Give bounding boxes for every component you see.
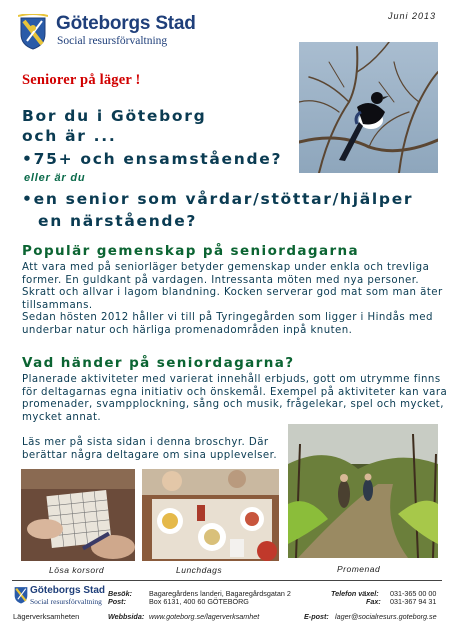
paragraph-line: berättar några deltagare om sina upplevelser.: [22, 449, 278, 461]
walking-photo: [288, 424, 438, 558]
goteborg-coat-of-arms-logo: [18, 14, 48, 50]
paragraph-line: Skratt och allvar i lagom blandning. Kocken serverar god mat som man äter: [22, 287, 443, 299]
email-label: E-post:: [304, 612, 329, 621]
phone-number: 031-365 00 00: [390, 589, 437, 598]
footer-coat-of-arms-logo: [13, 585, 29, 604]
paragraph-activities: [22, 374, 448, 424]
question-bullet-2: [22, 190, 413, 208]
footer-org-subtitle: Social resursförvaltning: [30, 597, 102, 606]
paragraph-line: former. En guldkant på vardagen. Intressanta möten med nya personer.: [22, 274, 420, 286]
question-line-1: Bor du i Göteborg: [22, 107, 207, 125]
magpie-photo: [299, 42, 438, 173]
paragraph-line: tillsammans.: [22, 299, 93, 311]
paragraph-line: Planerade aktiviteter med varierat innehåll erbjuds, gott om utrymme finns: [22, 374, 441, 385]
tagline-heading: Seniorer på läger !: [22, 72, 141, 88]
bullet-icon: •: [22, 190, 34, 208]
crossword-photo: [21, 469, 135, 561]
org-subtitle: Social resursförvaltning: [57, 35, 168, 47]
paragraph-line: promenader, svampplockning, sång och musik, frågelekar, spel och mycket,: [22, 399, 444, 411]
question-bullet-2-text: en senior som vårdar/stöttar/hjälper: [33, 190, 414, 208]
paragraph-line: underbar natur och härliga promenadområden inpå knuten.: [22, 324, 353, 336]
website-link[interactable]: www.goteborg.se/lagerverksamhet: [149, 612, 260, 621]
section-heading-activities: Vad händer på seniordagarna?: [22, 355, 295, 371]
question-connector: eller är du: [24, 172, 86, 184]
footer-divider: [12, 580, 442, 581]
paragraph-line: för deltagarnas egna initiativ och önskemål. Exempel på aktiviteter kan vara: [22, 386, 448, 398]
question-line-2: och är ...: [22, 127, 117, 145]
paragraph-line: mycket annat.: [22, 411, 102, 423]
paragraph-line: Att vara med på seniorläger betyder gemenskap under enkla och trevliga: [22, 262, 430, 273]
phone-label: Telefon växel:: [331, 589, 379, 598]
post-address: Box 6131, 400 60 GÖTEBORG: [149, 597, 249, 606]
footer-org-name: Göteborgs Stad: [30, 585, 106, 596]
question-bullet-1: [22, 150, 282, 168]
website-label: Webbsida:: [108, 612, 145, 621]
fax-number: 031-367 94 31: [390, 597, 437, 606]
email-link[interactable]: lager@socialresurs.goteborg.se: [335, 612, 437, 621]
caption-lunch: Lunchdags: [176, 565, 223, 575]
org-name: Göteborgs Stad: [56, 13, 196, 34]
fax-label: Fax:: [366, 597, 381, 606]
caption-walk: Promenad: [337, 564, 381, 574]
question-bullet-2-continued: en närstående?: [38, 212, 198, 230]
footer-unit-name: Lägerverksamheten: [13, 612, 80, 621]
visit-label: Besök:: [108, 589, 132, 598]
issue-date: Juni 2013: [387, 11, 436, 21]
paragraph-line: Sedan hösten 2012 håller vi till på Tyringegården som ligger i Hindås med: [22, 312, 433, 324]
question-bullet-1-text: 75+ och ensamstående?: [33, 150, 283, 168]
visit-address: Bagaregårdens landeri, Bagaregårdsgatan 2: [149, 589, 291, 598]
bullet-icon: •: [22, 150, 34, 168]
section-heading-popular: Populär gemenskap på seniordagarna: [22, 243, 360, 259]
post-label: Post:: [108, 597, 126, 606]
paragraph-line: Läs mer på sista sidan i denna broschyr. Där: [22, 437, 269, 448]
caption-crossword: Lösa korsord: [49, 565, 105, 575]
lunch-photo: [142, 469, 279, 561]
paragraph-popular: [22, 262, 442, 338]
